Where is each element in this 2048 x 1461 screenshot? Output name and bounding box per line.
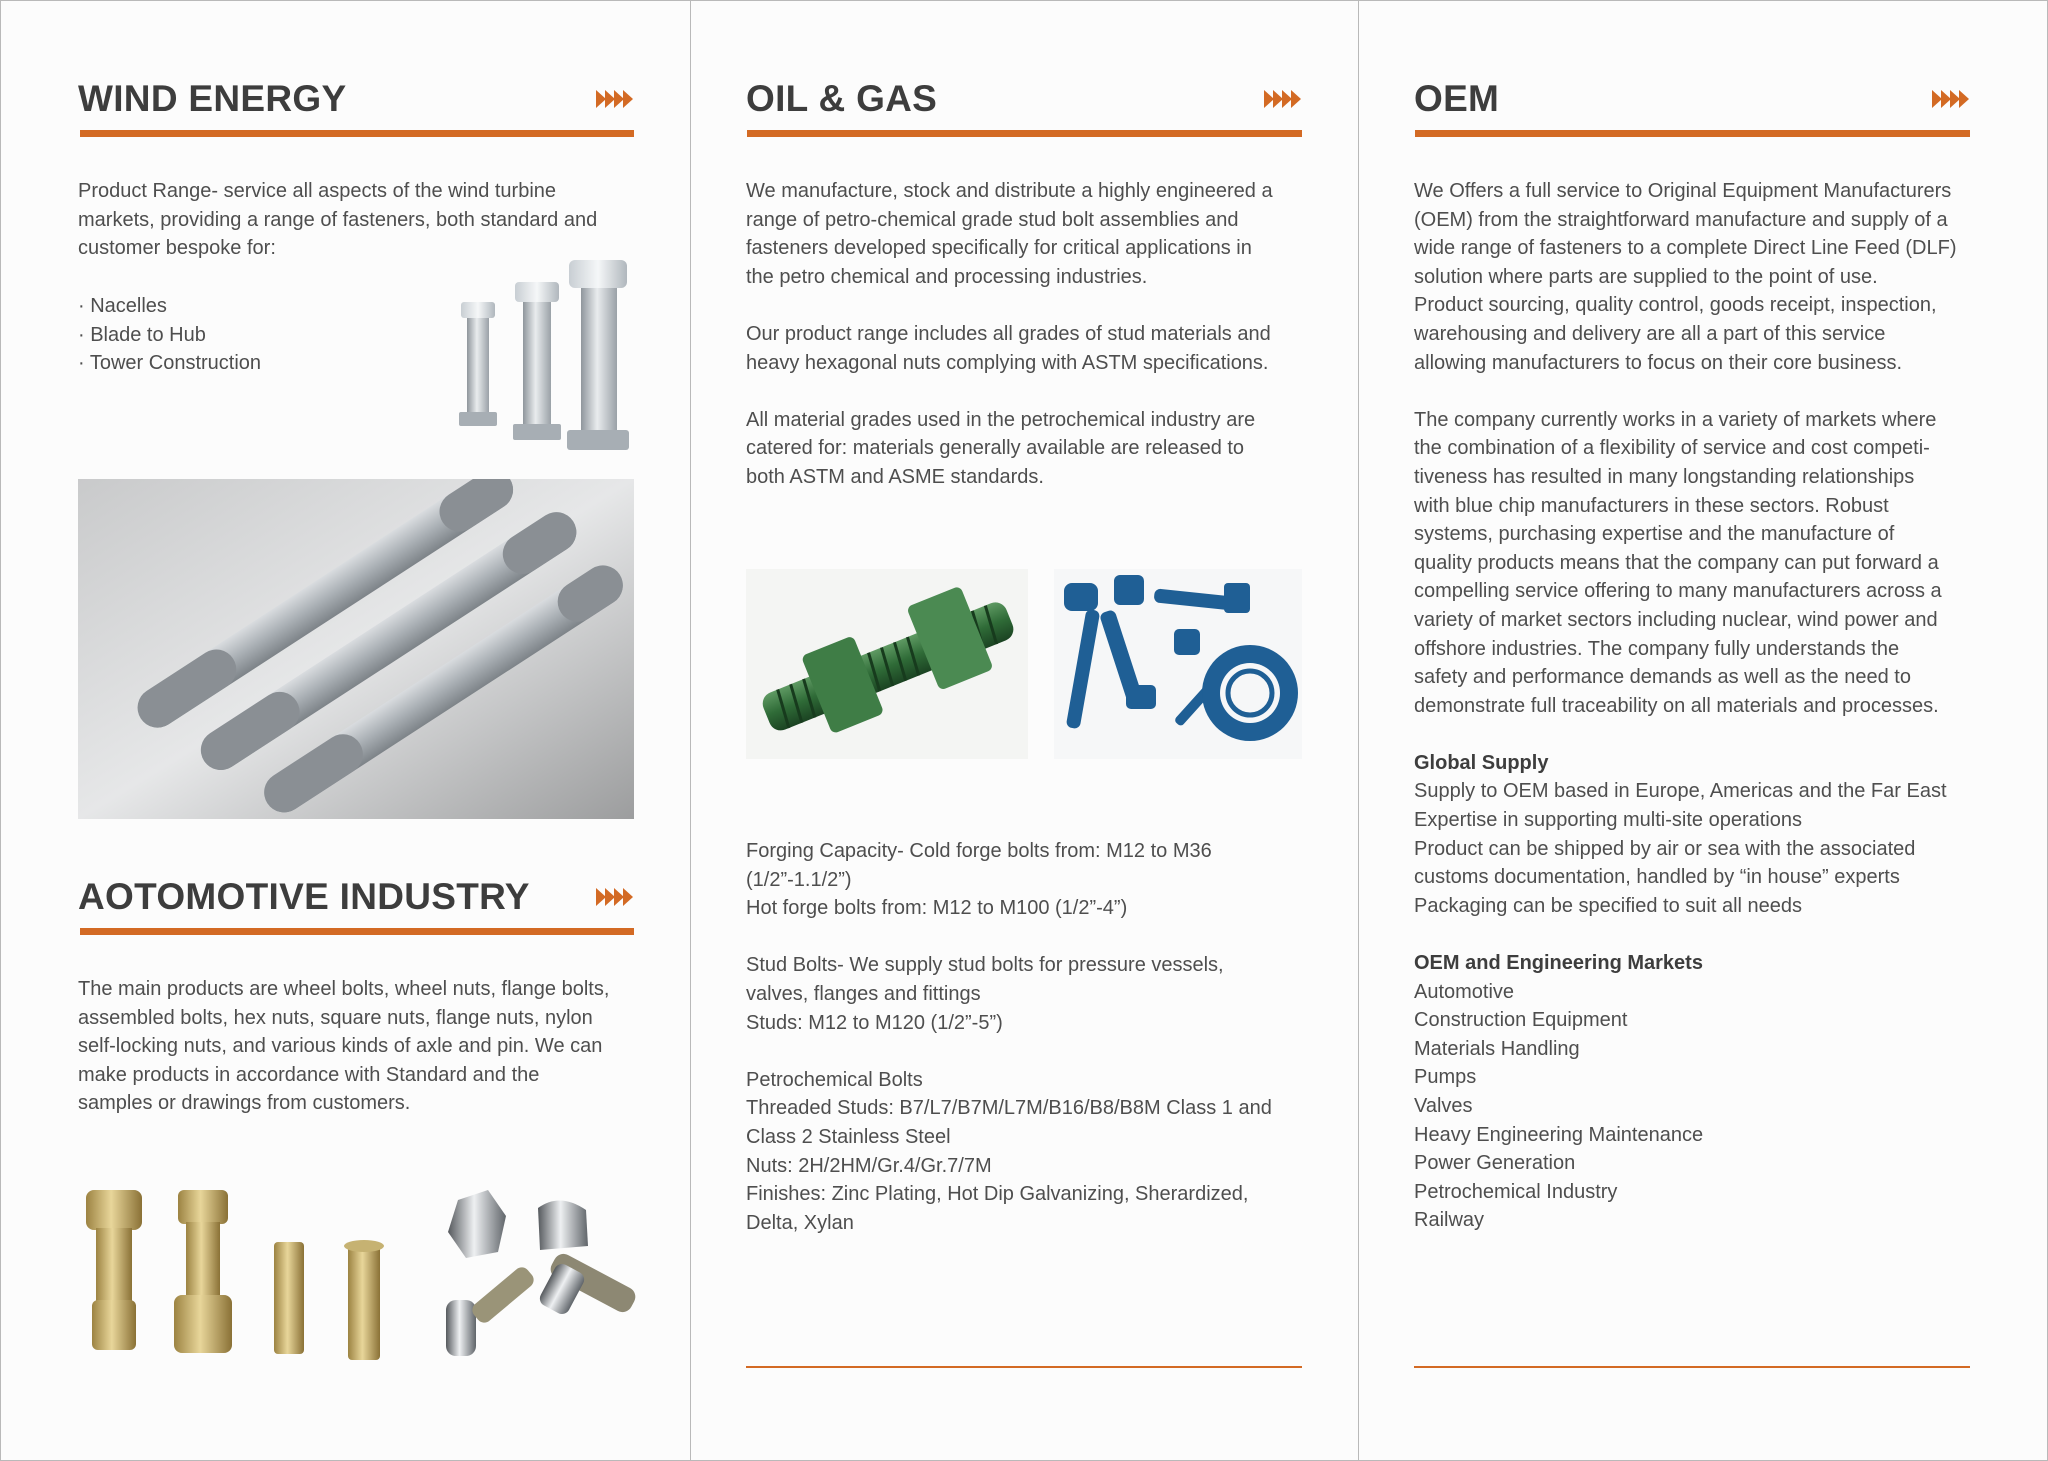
text-line: Threaded Studs: B7/L7/B7M/L7M/B16/B8/B8M Class 1 and [746, 1097, 1272, 1120]
text-line: Packaging can be specified to suit all needs [1414, 894, 1803, 917]
lug-nuts-image [428, 1180, 648, 1375]
text-line: the combination of a flexibility of service and cost competi- [1414, 437, 1930, 460]
paragraph [746, 406, 1316, 492]
oem-title: OEM [1414, 78, 1500, 119]
market-item: Automotive [1414, 980, 1515, 1003]
paragraph [1414, 406, 2014, 721]
market-item: Heavy Engineering Maintenance [1414, 1123, 1704, 1146]
market-item: Construction Equipment [1414, 1009, 1628, 1032]
text-line: solution where parts are supplied to the point of use. [1414, 265, 1878, 288]
markets-section [1414, 949, 2014, 1235]
wind-energy-header [78, 74, 634, 124]
global-supply-title: Global Supply [1414, 751, 1549, 774]
market-item: Valves [1414, 1095, 1473, 1117]
oem-header [1414, 74, 1970, 124]
text-line: Expertise in supporting multi-site operations [1414, 809, 1802, 832]
market-item: Petrochemical Industry [1414, 1180, 1618, 1203]
paragraph [1414, 177, 2014, 377]
text-line: Stud Bolts- We supply stud bolts for pressure vessels, [746, 954, 1224, 977]
market-item: Railway [1414, 1209, 1485, 1232]
paragraph [746, 320, 1316, 377]
text-line: Our product range includes all grades of stud materials and [746, 322, 1271, 345]
fast-forward-arrows-icon [1264, 88, 1302, 110]
text-line: variety of market sectors including nuclear, wind power and [1414, 608, 1938, 631]
paragraph [746, 177, 1316, 291]
hex-bolts-image [455, 254, 635, 454]
text-line: warehousing and delivery are all a part of this service [1414, 322, 1886, 345]
text-line: quality products means that the company can put forward a [1414, 551, 1939, 574]
automotive-rule [80, 928, 634, 935]
text-line: customer bespoke for: [78, 237, 276, 260]
text-line: Nuts: 2H/2HM/Gr.4/Gr.7/7M [746, 1154, 992, 1177]
text-line: systems, purchasing expertise and the manufacture of [1414, 523, 1895, 546]
wind-energy-title: WIND ENERGY [78, 78, 347, 119]
text-line: Forging Capacity- Cold forge bolts from: M12 to M36 [746, 840, 1212, 862]
text-line: self-locking nuts, and various kinds of axle and pin. We can [78, 1035, 603, 1058]
text-line: fasteners developed specifically for critical applications in [746, 237, 1252, 260]
text-line: allowing manufacturers to focus on their core business. [1414, 351, 1903, 374]
oem-bottom-rule [1414, 1366, 1970, 1368]
text-line: Finishes: Zinc Plating, Hot Dip Galvanizing, Sherardized, [746, 1183, 1249, 1206]
oem-rule [1415, 130, 1970, 137]
text-line: (1/2”-1.1/2”) [746, 868, 852, 891]
paragraph [746, 837, 1316, 923]
text-line: Hot forge bolts from: M12 to M100 (1/2”-4”) [746, 897, 1128, 920]
text-line: (OEM) from the straightforward manufacture and supply of a [1414, 208, 1948, 231]
automotive-header [78, 872, 634, 922]
text-line: markets, providing a range of fasteners, both standard and [78, 208, 598, 231]
text-line: We Offers a full service to Original Equipment Manufacturers [1414, 180, 1952, 202]
text-line: safety and performance demands as well as the need to [1414, 666, 1911, 689]
text-line: Delta, Xylan [746, 1211, 854, 1234]
text-line: Supply to OEM based in Europe, Americas and the Far East [1414, 780, 1947, 803]
text-line: samples or drawings from customers. [78, 1092, 411, 1115]
column-divider-2 [1358, 0, 1359, 1461]
text-line: We manufacture, stock and distribute a highly engineered a [746, 180, 1273, 202]
automotive-title: AOTOMOTIVE INDUSTRY [78, 876, 530, 917]
fast-forward-arrows-icon [1932, 88, 1970, 110]
oil-gas-title: OIL & GAS [746, 78, 938, 119]
text-line: valves, flanges and fittings [746, 982, 981, 1005]
wheel-bolts-image [78, 1180, 408, 1375]
text-line: heavy hexagonal nuts complying with ASTM specifications. [746, 351, 1269, 374]
market-item: Pumps [1414, 1066, 1477, 1089]
oem-body [1414, 177, 2014, 1235]
text-line: offshore industries. The company fully understands the [1414, 637, 1900, 660]
text-line: catered for: materials generally available are released to [746, 437, 1245, 460]
oil-gas-body [746, 177, 1316, 520]
stud-bolts-photo [78, 479, 634, 819]
text-line: Product sourcing, quality control, goods receipt, inspection, [1414, 294, 1937, 317]
text-line: compelling service offering to many manufacturers across a [1414, 580, 1942, 603]
markets-title: OEM and Engineering Markets [1414, 952, 1703, 975]
oil-gas-bottom-rule [746, 1366, 1302, 1368]
oil-gas-header [746, 74, 1302, 124]
wind-energy-bullets [78, 292, 378, 378]
blue-fasteners-image [1054, 569, 1302, 759]
fast-forward-arrows-icon [596, 88, 634, 110]
text-line: make products in accordance with Standard and the [78, 1063, 540, 1086]
oil-gas-rule [747, 130, 1302, 137]
paragraph [746, 951, 1316, 1037]
bullet-item: · Tower Construction [78, 352, 262, 375]
wind-energy-intro [78, 177, 638, 263]
bullet-item: · Blade to Hub [78, 323, 206, 346]
bullet-item: · Nacelles [78, 295, 167, 317]
oil-gas-capacity [746, 837, 1316, 1266]
text-line: Petrochemical Bolts [746, 1068, 923, 1091]
text-line: assembled bolts, hex nuts, square nuts, flange nuts, nylon [78, 1006, 593, 1029]
paragraph [746, 1066, 1316, 1238]
text-line: Product Range- service all aspects of the wind turbine [78, 180, 557, 202]
text-line: the petro chemical and processing industries. [746, 265, 1148, 288]
text-line: demonstrate full traceability on all materials and processes. [1414, 694, 1939, 717]
text-line: both ASTM and ASME standards. [746, 465, 1044, 488]
automotive-body [78, 975, 648, 1118]
column-divider-1 [690, 0, 691, 1461]
market-item: Materials Handling [1414, 1037, 1580, 1060]
text-line: The company currently works in a variety of markets where [1414, 408, 1937, 431]
text-line: Product can be shipped by air or sea with the associated [1414, 837, 1916, 860]
market-item: Power Generation [1414, 1152, 1576, 1175]
text-line: All material grades used in the petrochemical industry are [746, 408, 1256, 431]
text-line: The main products are wheel bolts, wheel nuts, flange bolts, [78, 978, 610, 1000]
text-line: tiveness has resulted in many longstanding relationships [1414, 465, 1915, 488]
fast-forward-arrows-icon [596, 886, 634, 908]
wind-energy-rule [80, 130, 634, 137]
green-stud-bolt-image [746, 569, 1028, 759]
text-line: customs documentation, handled by “in house” experts [1414, 866, 1900, 889]
text-line: with blue chip manufacturers in these sectors. Robust [1414, 494, 1889, 517]
text-line: wide range of fasteners to a complete Direct Line Feed (DLF) [1414, 237, 1957, 260]
text-line: Class 2 Stainless Steel [746, 1125, 951, 1148]
global-supply-section [1414, 749, 2014, 921]
text-line: range of petro-chemical grade stud bolt assemblies and [746, 208, 1239, 231]
text-line: Studs: M12 to M120 (1/2”-5”) [746, 1011, 1003, 1034]
